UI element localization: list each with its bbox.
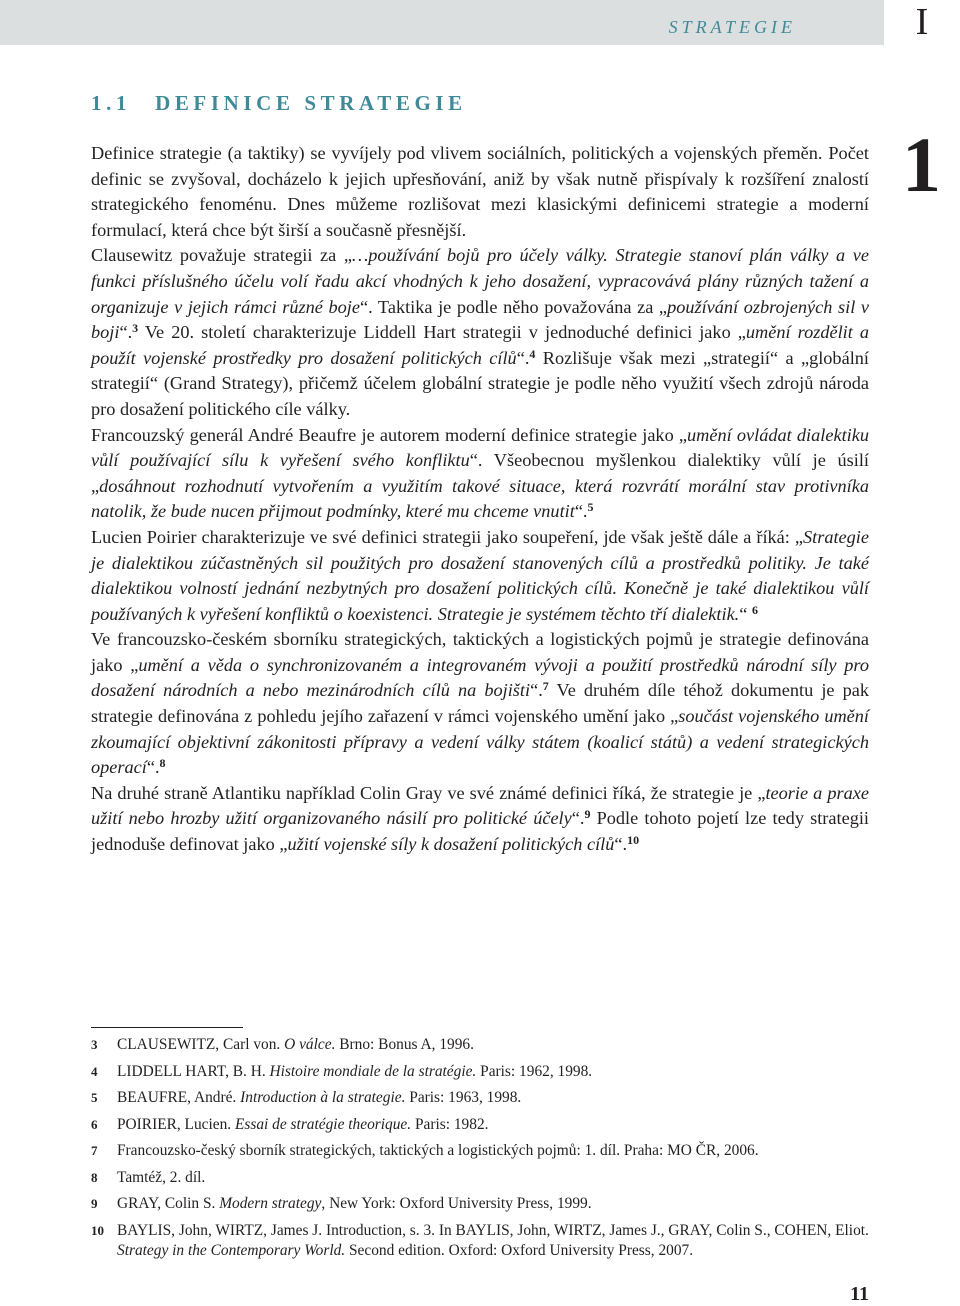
text-run: “.	[614, 834, 628, 855]
italic-quote: Modern strategy	[219, 1195, 322, 1212]
part-number: I	[884, 0, 960, 45]
text-run: Ve druhém díle téhož dokumentu je pak strategie definována z pohledu jejího zařazení v rámci vojenského umění jako „	[91, 680, 869, 727]
section-title: DEFINICE STRATEGIE	[155, 91, 467, 115]
italic-quote: Essai de stratégie theorique.	[234, 1115, 412, 1133]
italic-quote: umění a věda o synchronizovaném a integrovaném vývoji a použití prostředků národní síly pro dosažení národních a nebo mezinárodních cílů na bojišti	[91, 654, 869, 701]
section-number: 1.1	[91, 91, 132, 115]
text-run: Paris: 1982.	[411, 1115, 489, 1133]
text-run: “.	[516, 347, 530, 368]
text-run: Lucien Poirier charakterizuje ve své definici strategii jako soupeření, jde však ještě dále a říká: „	[91, 526, 803, 547]
text-run: Brno: Bonus A, 1996.	[335, 1036, 474, 1053]
footnote-number: 3	[91, 1037, 98, 1052]
footnote-number: 6	[91, 1116, 98, 1132]
running-header-bar	[0, 0, 884, 45]
footnote-ref: 3	[132, 321, 139, 336]
footnote-number: 10	[91, 1222, 104, 1238]
text-run: LIDDELL HART, B. H.	[117, 1062, 270, 1080]
footnote-ref: 4	[529, 346, 536, 361]
italic-quote: umění rozdělit a použít vojenské prostředky pro dosažení politických cílů	[91, 322, 870, 368]
italic-quote: Introduction à la strategie.	[240, 1089, 406, 1106]
footnotes	[91, 1035, 881, 1267]
text-run: , New York: Oxford University Press, 1999.	[321, 1195, 592, 1212]
footnote-separator	[91, 1027, 243, 1028]
text-run: “.	[146, 757, 160, 778]
footnote-ref: 10	[627, 833, 640, 848]
text-run: “	[739, 603, 752, 624]
text-run: BEAUFRE, André.	[117, 1089, 241, 1106]
body-paragraph	[91, 423, 869, 525]
footnote-number: 7	[91, 1143, 98, 1158]
footnote	[91, 1035, 881, 1055]
text-run: POIRIER, Lucien.	[117, 1115, 235, 1133]
italic-quote: užití vojenské síly k dosažení politických cílů	[287, 834, 615, 855]
footnote	[91, 1088, 881, 1108]
italic-quote: Histoire mondiale de la stratégie.	[269, 1062, 477, 1080]
footnote-ref: 5	[587, 500, 594, 515]
text-run: Francouzsko-český sborník strategických, taktických a logistických pojmů: 1. díl. Praha: MO ČR, 2006.	[117, 1142, 759, 1159]
footnote-number: 8	[91, 1169, 98, 1185]
text-run: Ve 20. století charakterizuje Liddell Hart strategii v jednoduché definici jako „	[138, 322, 746, 343]
text-run: Paris: 1962, 1998.	[476, 1062, 593, 1080]
italic-quote: O válce.	[284, 1036, 336, 1053]
text-run: Second edition. Oxford: Oxford University Press, 2007.	[345, 1241, 694, 1259]
italic-quote: umění ovládat dialektiku vůlí používající sílu k vyřešení svého konfliktu	[91, 424, 869, 471]
text-run: “.	[530, 680, 543, 701]
italic-quote: Strategie je dialektikou zúčastněných sil použitých pro dosažení stanovených cílů a prostředků politiky. Je také dialektikou volností jednání nezbytných pro dosažení politických cílů. Konečně je také dialektikou vůlí používaných k vyřešení konfliktů o koexistenci. Strategie je systémem těchto tří dialektik.	[91, 526, 869, 624]
text-run: “. Všeobecnou myšlenkou dialektiky vůlí je úsilí „	[91, 450, 869, 496]
text-run: Francouzský generál André Beaufre je autorem moderní definice strategie jako „	[91, 424, 688, 445]
text-run: Clausewitz považuje strategii za „	[91, 245, 353, 266]
footnote-ref: 9	[584, 807, 591, 822]
chapter-number: 1	[902, 121, 941, 208]
footnote-number: 4	[91, 1063, 98, 1079]
text-run: Definice strategie (a taktiky) se vyvíjely pod vlivem sociálních, politických a vojenských přeměn. Počet definic se zvyšoval, docházelo k jejich upřesňování, aniž by však nutně přispívaly k rozšíření znalostí strategického fenoménu. Dnes můžeme rozlišovat mezi klasickými definicemi strategie a moderní formulací, která chce být širší a současně přesnější.	[91, 143, 869, 240]
page-number: 11	[850, 1283, 869, 1305]
footnote-number: 5	[91, 1090, 98, 1105]
footnote	[91, 1141, 881, 1161]
footnote	[91, 1194, 881, 1214]
text-run: Podle tohoto pojetí lze tedy strategii jednoduše definovat jako „	[91, 808, 869, 855]
text-run: “.	[574, 501, 588, 522]
italic-quote: dosáhnout rozhodnutí vytvořením a využitím takové situace, která rozvrátí morální stav protivníka natolik, že bude nucen přijmout podmínky, které mu chceme vnutit	[91, 475, 869, 522]
text-run: Paris: 1963, 1998.	[405, 1089, 522, 1106]
text-run: Rozlišuje však mezi „strategií“ a „globální strategií“ (Grand Strategy), přičemž účelem globální strategie je podle něho využití všech zdrojů národa pro dosažení politického cíle války.	[91, 347, 869, 419]
running-header-title: STRATEGIE	[668, 17, 796, 37]
body-text	[91, 141, 869, 858]
footnote-ref: 8	[159, 756, 166, 771]
text-run: BAYLIS, John, WIRTZ, James J. Introduction, s. 3. In BAYLIS, John, WIRTZ, James J., GRAY, Colin S., COHEN, Eliot.	[117, 1221, 869, 1239]
italic-quote: Strategy in the Contemporary World.	[117, 1241, 346, 1259]
text-run: Tamtéž, 2. díl.	[117, 1168, 206, 1186]
footnote-ref: 7	[542, 679, 549, 694]
text-run: Na druhé straně Atlantiku například Colin Gray ve své známé definici říká, že strategie je „	[91, 782, 766, 803]
footnote-ref: 6	[751, 602, 758, 617]
body-paragraph	[91, 627, 869, 781]
footnote-number: 9	[91, 1196, 98, 1211]
text-run: Ve francouzsko-českém sborníku strategických, taktických a logistických pojmů je strategie definována jako „	[91, 629, 869, 675]
text-run: “. Taktika je podle něho považována za „	[359, 296, 668, 317]
text-run: “.	[119, 322, 133, 343]
footnote	[91, 1115, 881, 1135]
footnote	[91, 1168, 881, 1188]
body-paragraph	[91, 141, 869, 243]
italic-quote: teorie a praxe užití nebo hrozby užití organizovaného násilí pro politické účely	[91, 782, 870, 829]
section-heading	[91, 91, 467, 116]
italic-quote: …používání bojů pro účely války. Strategie stanoví plán války a ve funkci příslušného účelu volí řadu akcí vhodných k jeho dosažení, vypracovává plány různých tažení a organizuje v jejich rámci různé boje	[91, 245, 869, 317]
footnote	[91, 1221, 881, 1261]
italic-quote: součást vojenského umění zkoumající objektivní zákonitosti přípravy a vedení války státem (koalicí států) a vedení strategických operací	[91, 706, 869, 778]
body-paragraph	[91, 781, 869, 858]
footnote	[91, 1062, 881, 1082]
text-run: CLAUSEWITZ, Carl von.	[117, 1036, 285, 1053]
body-paragraph	[91, 525, 869, 627]
italic-quote: používání ozbrojených sil v boji	[91, 296, 869, 343]
text-run: “.	[571, 808, 585, 829]
body-paragraph	[91, 243, 869, 422]
text-run: GRAY, Colin S.	[117, 1195, 220, 1212]
